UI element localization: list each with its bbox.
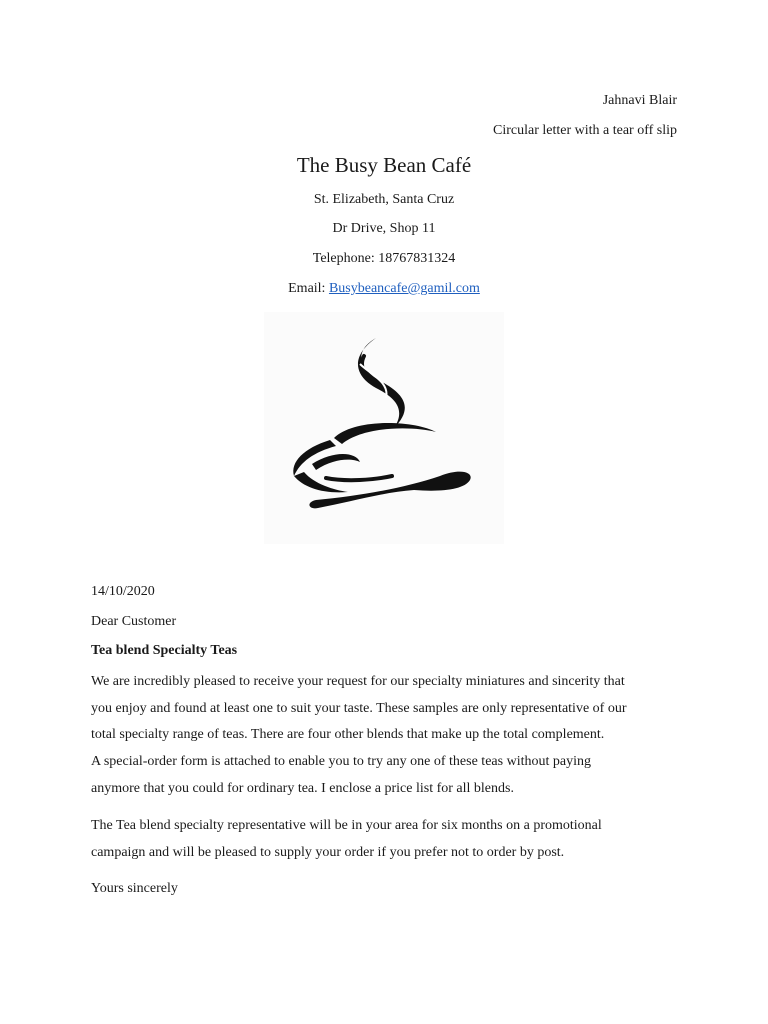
address-line-2: Dr Drive, Shop 11 — [332, 221, 436, 236]
letter-subject: Tea blend Specialty Teas — [91, 643, 238, 658]
letter-date: 14/10/2020 — [91, 584, 155, 599]
paragraph-1-line: total specialty range of teas. There are four other blends that make up the total complement. — [91, 727, 605, 742]
paragraph-2 — [91, 812, 681, 866]
logo — [264, 312, 504, 544]
paragraph-2-line: The Tea blend specialty representative will be in your area for six months on a promotional — [91, 818, 602, 833]
letter-subtitle: Circular letter with a tear off slip — [492, 123, 677, 138]
author-name: Jahnavi Blair — [602, 93, 677, 108]
paragraph-1-line: We are incredibly pleased to receive your request for our specialty miniatures and sincerity that — [91, 674, 625, 689]
paragraph-1-line: you enjoy and found at least one to suit your taste. These samples are only representative of our — [91, 701, 627, 716]
email-line — [0, 281, 768, 297]
coffee-cup-steam-icon — [264, 312, 504, 544]
paragraph-1-line: A special-order form is attached to enable you to try any one of these teas without paying — [91, 754, 591, 769]
paragraph-1 — [91, 668, 681, 802]
paragraph-2-line: campaign and will be pleased to supply your order if you prefer not to order by post. — [91, 845, 565, 860]
email-link[interactable]: Busybeancafe@gamil.com — [328, 281, 480, 296]
salutation: Dear Customer — [91, 614, 177, 629]
telephone: Telephone: 18767831324 — [312, 251, 456, 266]
closing: Yours sincerely — [91, 881, 178, 896]
address-line-1: St. Elizabeth, Santa Cruz — [313, 192, 455, 207]
paragraph-1-line: anymore that you could for ordinary tea. I enclose a price list for all blends. — [91, 781, 514, 796]
business-name: The Busy Bean Café — [296, 153, 472, 177]
email-label: Email: — [288, 281, 329, 296]
